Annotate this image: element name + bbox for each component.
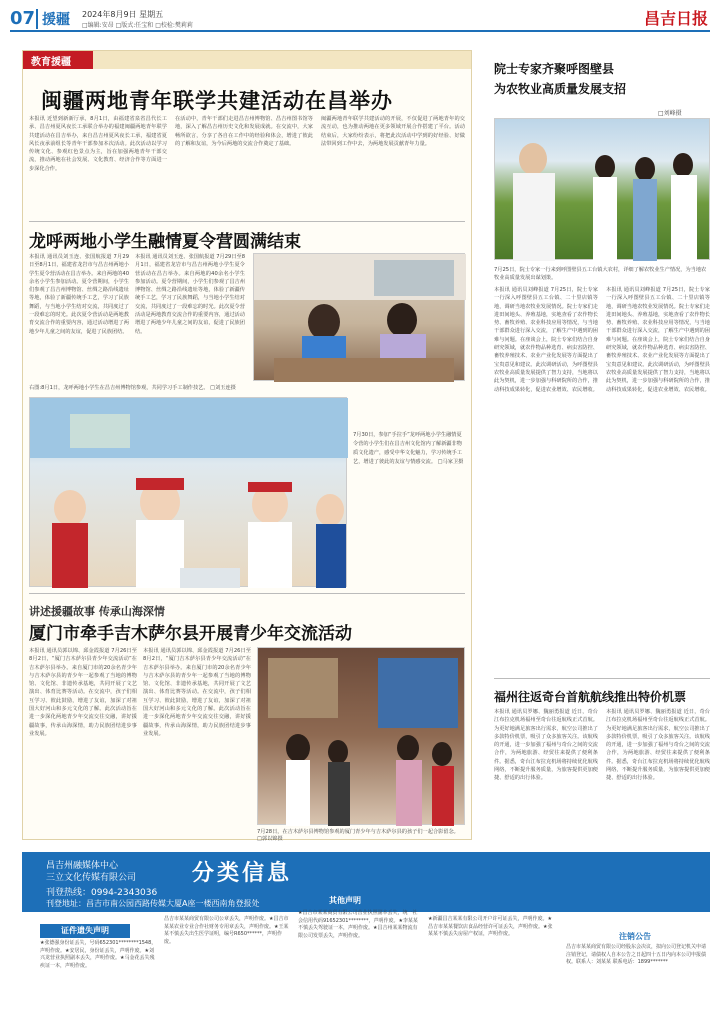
section-tag: 教育援疆 xyxy=(31,57,71,68)
article2-caption: 右图:8月1日，龙呼两地小学生在昌吉州博物馆参观，共同学习手工制作技艺。 □刘玉连摄 xyxy=(29,385,236,391)
article1-body-col2: 在活动中，青年干部们走进昌吉州博物馆、昌吉州图书馆等地，深入了解昌吉州历史文化和发展成就。在交流中，大家畅所欲言，分享了各自在工作中的经验和体会，增进了彼此的了解和友谊，为今后两地的交流合作奠定了基础。 xyxy=(175,116,313,147)
article2-body-col1: 本报讯 通讯员刘玉连、张国航报道 7月29日至8月1日，福建省龙岩市与昌吉州两地小学生夏令营活动在昌吉举办。来自两地的40余名小学生参加活动。夏令营期间，小学生们参观了昌吉州博物馆、丝绸之路沿线遗址等地，体验了新疆传统手工艺，学习了民族舞蹈，与当地小学生结对交流，共同度过了一段难忘的时光。此次夏令营活动是两地教育交流合作的重要内容，通过活动增进了两地少年儿童之间的友谊，促进了民族团结。 xyxy=(29,254,129,335)
section-name: 援疆 xyxy=(36,9,70,29)
right-article1-body-col2: 本报讯 通讯员刘峰报道 7月25日，院士专家一行深入呼图壁县五工台镇、二十里店镇等地，调研当地农牧业发展情况。院士专家们走进田间地头、养殖基地，实地查看了农作物长势、畜牧养殖、农业科技应用等情况，与当地干部群众进行深入交流，了解生产中遇到的困难与问题。在座谈会上，院士专家们结合自身研究领域，就农作物品种选育、病虫害防控、畜牧养殖技术、农业产业化发展等方面提出了宝贵意见和建议。此次调研活动，为呼图壁县农牧业高质量发展提供了智力支持，当地将以此为契机，进一步加强与科研院所的合作，推动科技成果转化，促进农业增效、农民增收。 xyxy=(606,287,710,393)
classroom-photo xyxy=(253,253,465,381)
students-costume-photo xyxy=(29,397,347,587)
deregistration-heading: 注销公告 xyxy=(619,932,651,941)
right-article1-headline-line2: 为农牧业高质量发展支招 xyxy=(494,82,627,96)
issue-date: 2024年8月9日 星期五 xyxy=(82,10,164,19)
article1-body-col1: 本报讯 近望到新新厅承，8月1日，由福建省泉省昌代长工承、昌吉州夏风夜长工承联合举办的福建闽疆两地青年联学共建活动在昌吉举办，来自昌吉州夏风夜长工承，福建省夏风长夜承前组长等青年干部参加本次活动。此次活动以学习传统文化、参观红色景点为主，旨在加强两地青年干部交流，推动两地在社会发展、文化教育、经济合作等方面进一步深化合作。 xyxy=(29,116,167,172)
page-header xyxy=(10,6,710,32)
ad-org-line2: 三立文化传媒有限公司 xyxy=(46,873,137,883)
right-article2-body-col2: 本报讯 通讯员罗娜、魏丽勇报道 近日，奇台江布拉克机场福州至奇台往返航线正式首航。为更好地满足旅客出行需求，航空公司推出了多款特价机票，吸引了众多旅客关注。该航线的开通，进一步加强了福州与奇台之间的交流合作，为两地旅游、经贸往来提供了便利条件。据悉，奇台江布拉克机场将持续优化航线网络，不断提升服务质量，为旅客提供更加便捷、舒适的出行体验。 xyxy=(606,709,710,782)
museum-illustration xyxy=(258,648,466,826)
divider xyxy=(29,221,465,222)
ad-address: 刊登地址：昌吉市南公园西路传媒大厦A座一楼西南角登报处 xyxy=(46,899,260,908)
page-number: 07 xyxy=(10,8,36,29)
editors-line: □编辑:安昂 □版式:任宝和 □校检:樊莉莉 xyxy=(82,22,193,29)
article1-body-col3: 闽疆两地青年联学共建活动的开展，不仅促进了两地青年的交流互动，也为推动两地在更多领域开展合作搭建了平台。活动结束后，大家纷纷表示，将把此次活动中学到的好经验、好做法带回到工作中去，为两地发展贡献青年力量。 xyxy=(321,116,465,147)
students-illustration xyxy=(30,398,348,588)
classified-col5: 昌吉市某某商贸有限公司经股东会决议，拟向公司登记机关申请注销登记，请债权人自本公告之日起四十五日内向本公司申报债权。联系人：刘某某 联系电话：1899******* xyxy=(566,944,707,966)
divider xyxy=(29,593,465,594)
classified-col4: ★新疆昌吉某某有限公司开户许可证丢失，声明作废。★昌吉市某某餐饮店食品经营许可证丢失，声明作废。★张某某不慎丢失房屋产权证，声明作废。 xyxy=(428,916,553,938)
classroom-illustration xyxy=(254,254,466,382)
article1-headline: 闽疆两地青年联学共建活动在昌举办 xyxy=(41,88,393,113)
classified-col1: ★张德强身份证丢失，号码652301********1548，声明作废。★安居民，身份证丢失，声明作废。★刘兴龙营业执照副本丢失，声明作废。★马金花丢失残疾证一本，声明作废。 xyxy=(40,940,157,969)
article2-side-caption: 7月30日，参加“手拉手”龙呼两地小学生融情夏令营的小学生们在昌吉州文化馆内了解新疆非物质文化遗产，感受中华文化魅力，学习传统手工艺，增进了彼此的友谊与情感交流。 □马家卫摄 xyxy=(353,432,464,465)
right-article1-headline-line1: 院士专家齐聚呼图壁县 xyxy=(494,62,615,76)
right-article2-body-col1: 本报讯 通讯员罗娜、魏丽勇报道 近日，奇台江布拉克机场福州至奇台往返航线正式首航。为更好地满足旅客出行需求，航空公司推出了多款特价机票，吸引了众多旅客关注。该航线的开通，进一步加强了福州与奇台之间的交流合作，为两地旅游、经贸往来提供了便利条件。据悉，奇台江布拉克机场将持续优化航线网络，不断提升服务质量，为旅客提供更加便捷、舒适的出行体验。 xyxy=(494,709,598,782)
lost-certificate-heading: 证件遗失声明 xyxy=(40,924,130,938)
article3-kicker: 讲述援疆故事 传承山海深情 xyxy=(29,605,165,618)
classified-heading: 分类信息 xyxy=(192,861,293,886)
article3-caption: 7月28日，在吉木萨尔县博物馆参观的厦门青少年与吉木萨尔县的孩子们一起合影留念。 □郭以锦摄 xyxy=(257,829,459,842)
experts-illustration xyxy=(495,119,711,261)
education-aid-section xyxy=(22,50,472,840)
article3-body-col2: 本报讯 通讯员郭以锦、邱金霞报道 7月26日至8月2日，“厦门吉木萨尔县青少年交流活动”在吉木萨尔县举办。来自厦门市的20余名青少年与吉木萨尔县的青少年一起参观了当地的博物馆、文化馆、非遗传承基地，共同开展了文艺演出、体育比赛等活动。在交流中，孩子们相互学习、彼此鼓励，增进了友谊，加深了对祖国大好河山和多元文化的了解。此次活动旨在进一步深化两地青少年交流交往交融，讲好援疆故事，传承山海深情，助力民族团结进步事业发展。 xyxy=(143,648,251,737)
article3-body-col1: 本报讯 通讯员郭以锦、邱金霞报道 7月26日至8月2日，“厦门吉木萨尔县青少年交流活动”在吉木萨尔县举办。来自厦门市的20余名青少年与吉木萨尔县的青少年一起参观了当地的博物馆、文化馆、非遗传承基地，共同开展了文艺演出、体育比赛等活动。在交流中，孩子们相互学习、彼此鼓励，增进了友谊，加深了对祖国大好河山和多元文化的了解。此次活动旨在进一步深化两地青少年交流交往交融，讲好援疆故事，传承山海深情，助力民族团结进步事业发展。 xyxy=(29,648,137,737)
classified-col3: ★昌吉市某某商贸有限公司营业执照副本丢失，统一社会信用代码91652301********，声明作废。★李某某不慎丢失驾驶证一本，声明作废。★昌吉州某某物流有限公司发票丢失，声明作废。 xyxy=(298,910,418,939)
divider xyxy=(494,678,710,679)
classified-col2: 昌吉市某某商贸有限公司公章丢失，声明作废。★昌吉市某某农业专业合作社财务专用章丢失，声明作废。★王某某不慎丢失出生医学证明，编号R650******，声明作废。 xyxy=(164,916,289,945)
right-article2-headline: 福州往返奇台首航航线推出特价机票 xyxy=(494,690,687,704)
ad-hotline: 刊登热线：0994-2343036 xyxy=(46,888,158,898)
article3-headline: 厦门市牵手吉木萨尔县开展青少年交流活动 xyxy=(29,624,352,644)
section-tag-bar xyxy=(23,51,471,69)
museum-group-photo xyxy=(257,647,465,825)
article2-headline: 龙呼两地小学生融情夏令营圆满结束 xyxy=(29,232,301,252)
right-article1-credit: □刘峰摄 xyxy=(658,110,682,117)
ad-org-line1: 昌吉州融媒体中心 xyxy=(46,861,119,871)
newspaper-logo: 昌吉日报 xyxy=(643,9,708,28)
article2-body-col2: 本报讯 通讯员刘玉连、张国航报道 7月29日至8月1日，福建省龙岩市与昌吉州两地小学生夏令营活动在昌吉举办。来自两地的40余名小学生参加活动。夏令营期间，小学生们参观了昌吉州博物馆、丝绸之路沿线遗址等地，体验了新疆传统手工艺，学习了民族舞蹈，与当地小学生结对交流，共同度过了一段难忘的时光。此次夏令营活动是两地教育交流合作的重要内容，通过活动增进了两地少年儿童之间的友谊，促进了民族团结。 xyxy=(135,254,245,335)
experts-field-photo xyxy=(494,118,710,260)
other-statement-heading: 其他声明 xyxy=(300,894,390,908)
right-article1-body-col1: 本报讯 通讯员刘峰报道 7月25日，院士专家一行深入呼图壁县五工台镇、二十里店镇等地，调研当地农牧业发展情况。院士专家们走进田间地头、养殖基地，实地查看了农作物长势、畜牧养殖、农业科技应用等情况，与当地干部群众进行深入交流，了解生产中遇到的困难与问题。在座谈会上，院士专家们结合自身研究领域，就农作物品种选育、病虫害防控、畜牧养殖技术、农业产业化发展等方面提出了宝贵意见和建议。此次调研活动，为呼图壁县农牧业高质量发展提供了智力支持，当地将以此为契机，进一步加强与科研院所的合作，推动科技成果转化，促进农业增效、农民增收。 xyxy=(494,287,598,393)
right-article1-caption: 7月25日，院士专家一行来到呼图壁县五工台镇大农村，详细了解农牧业生产情况，为当地农牧业高质量发展出谋划策。 xyxy=(494,267,707,281)
